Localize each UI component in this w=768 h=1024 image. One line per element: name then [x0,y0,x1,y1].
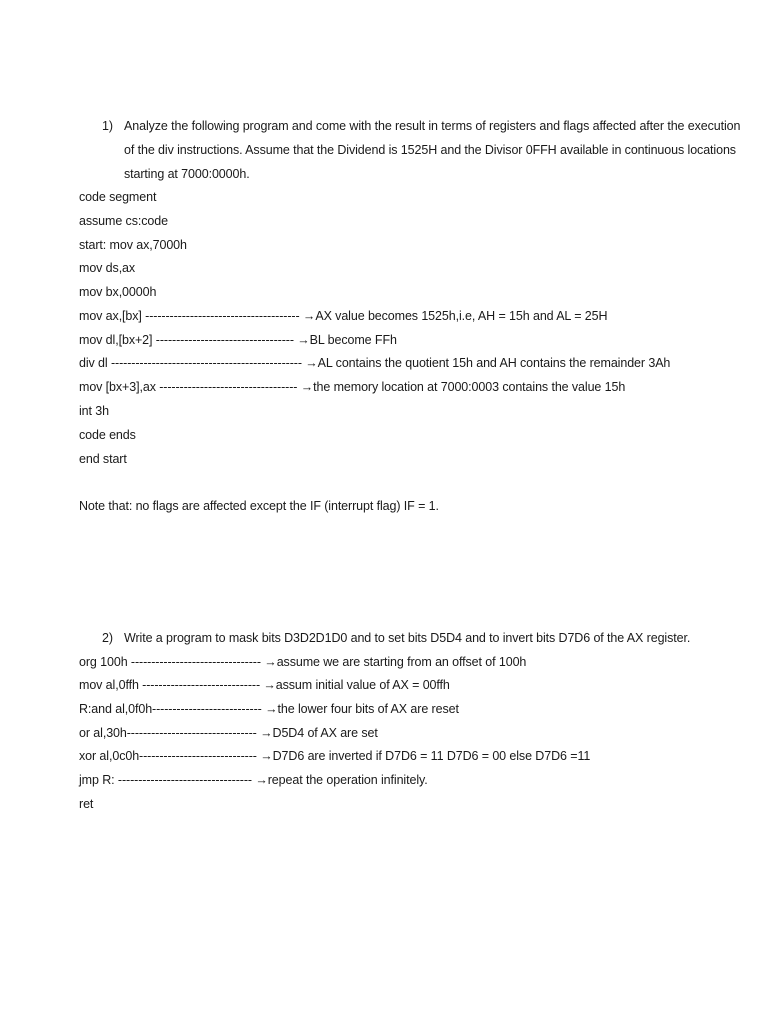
question-2-text: Write a program to mask bits D3D2D1D0 and to set bits D5D4 and to invert bits D7D6 of the AX register. [124,631,691,645]
code-line: mov bx,0000h [79,285,157,299]
note-text: Note that: no flags are affected except the IF (interrupt flag) IF = 1. [79,499,439,513]
code-line: mov al,0ffh ----------------------------- →assum initial value of AX = 00ffh [79,678,450,692]
code-line: div dl ----------------------------------------------- →AL contains the quotient 15h and AH contains the remainder 3Ah [79,356,671,370]
code-line: R:and al,0f0h--------------------------- →the lower four bits of AX are reset [79,702,459,716]
question-2-number: 2) [102,631,113,645]
code-line: end start [79,452,127,466]
code-line: mov ds,ax [79,261,136,275]
question-1-text-line-3: starting at 7000:0000h. [124,167,250,181]
question-1-text-line-1: Analyze the following program and come with the result in terms of registers and flags affected after the execution [124,119,741,133]
code-line: xor al,0c0h----------------------------- →D7D6 are inverted if D7D6 = 11 D7D6 = 00 else D7D6 =11 [79,749,591,763]
question-1-text-line-2: of the div instructions. Assume that the Dividend is 1525H and the Divisor 0FFH available in continuous locations [124,143,736,157]
code-line: mov ax,[bx] -------------------------------------- →AX value becomes 1525h,i.e, AH = 15h and AL = 25H [79,309,608,323]
code-line: code ends [79,428,136,442]
code-line: assume cs:code [79,214,168,228]
code-line: jmp R: --------------------------------- →repeat the operation infinitely. [79,773,428,787]
code-line: ret [79,797,94,811]
code-line: or al,30h-------------------------------- →D5D4 of AX are set [79,726,378,740]
code-line: int 3h [79,404,109,418]
question-1-number: 1) [102,119,113,133]
code-line: mov [bx+3],ax ---------------------------------- →the memory location at 7000:0003 contains the value 15h [79,380,626,394]
code-line: mov dl,[bx+2] ---------------------------------- →BL become FFh [79,333,397,347]
code-line: start: mov ax,7000h [79,238,187,252]
code-line: org 100h -------------------------------- →assume we are starting from an offset of 100h [79,655,527,669]
code-line: code segment [79,190,157,204]
